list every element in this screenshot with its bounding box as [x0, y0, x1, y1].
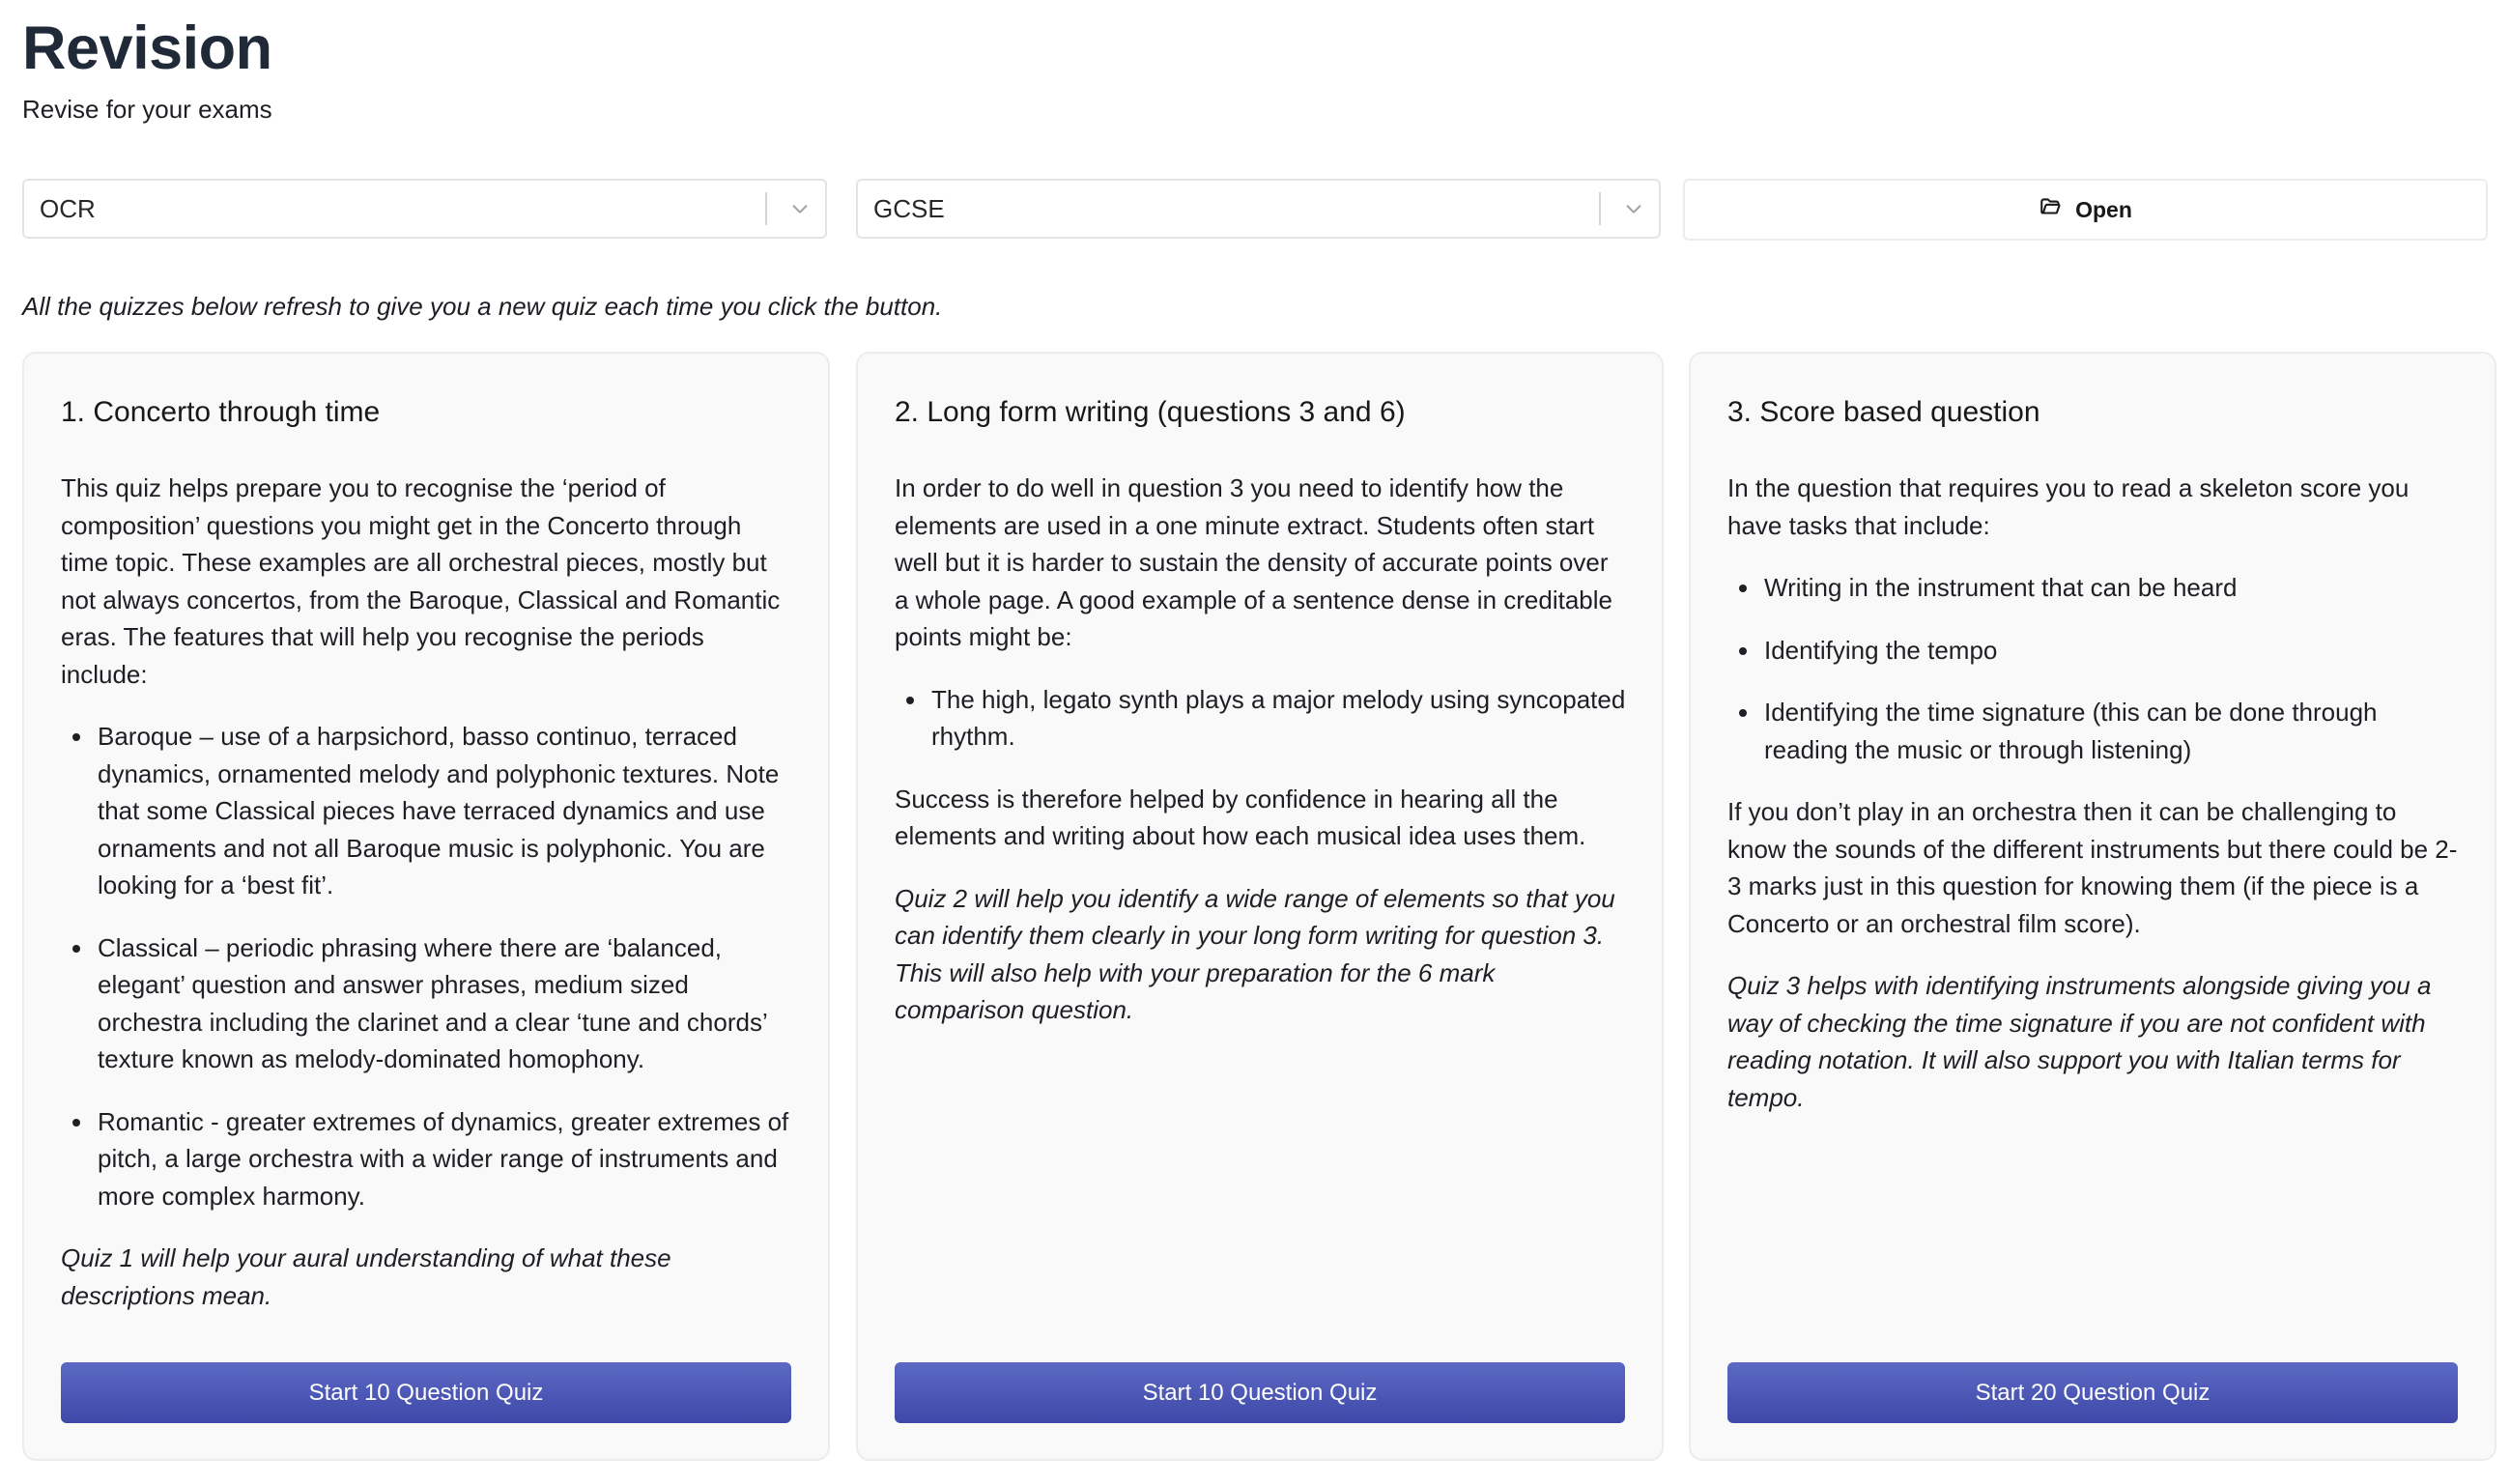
list-item: Romantic - greater extremes of dynamics, greater extremes of pitch, a large orchestra with a wider range of instruments and more complex harmony.: [98, 1103, 795, 1215]
card-title: 3. Score based question: [1727, 396, 2040, 428]
card-note: Quiz 2 will help you identify a wide range of elements so that you can identify them clearly in your long form writing for question 3. This will also help with your preparation for the 6 mark comparison question.: [895, 883, 1615, 1024]
card-bullet-list: [1764, 569, 2462, 768]
card-outro: Success is therefore helped by confidence in hearing all the elements and writing about how each musical idea uses them.: [895, 784, 1586, 850]
chevron-down-icon[interactable]: [1614, 189, 1653, 228]
folder-open-icon: [2039, 194, 2064, 225]
quiz-card: [1689, 352, 2496, 1461]
level-value: GCSE: [873, 193, 945, 223]
list-item: The high, legato synth plays a major melody using syncopated rhythm.: [931, 681, 1629, 756]
card-intro: In the question that requires you to read a skeleton score you have tasks that include:: [1727, 473, 2410, 540]
card-body: [61, 470, 795, 1339]
open-button[interactable]: [1683, 179, 2488, 241]
card-body: [1727, 470, 2462, 1141]
intro-text: All the quizzes below refresh to give you a new quiz each time you click the button.: [22, 292, 943, 321]
exam-board-select[interactable]: [22, 179, 827, 239]
chevron-down-icon[interactable]: [781, 189, 819, 228]
card-title: 1. Concerto through time: [61, 396, 381, 428]
card-intro: In order to do well in question 3 you need to identify how the elements are used in a one minute extract. Students often start well but it is harder to sustain the density of accurate points over a whole page. A good example of a sentence dense in creditable points might be:: [895, 473, 1612, 651]
card-note: Quiz 1 will help your aural understanding of what these descriptions mean.: [61, 1243, 671, 1310]
list-item: Baroque – use of a harpsichord, basso continuo, terraced dynamics, ornamented melody and polyphonic textures. Note that some Classical pieces have terraced dynamics and use ornaments and not all Baroque music is polyphonic. You are looking for a ‘best fit’.: [98, 718, 795, 904]
list-item: Writing in the instrument that can be heard: [1764, 569, 2462, 607]
card-body: [895, 470, 1629, 1054]
list-item: Classical – periodic phrasing where there are ‘balanced, elegant’ question and answer phrases, medium sized orchestra including the clarinet and a clear ‘tune and chords’ texture known as melody-dominated homophony.: [98, 929, 795, 1078]
card-outro: If you don’t play in an orchestra then it can be challenging to know the sounds of the different instruments but there could be 2-3 marks just in this question for knowing them (if the piece is a Concerto or an orchestral film score).: [1727, 797, 2458, 938]
card-bullet-list: [98, 718, 795, 1214]
select-divider: [1599, 192, 1601, 225]
card-intro: This quiz helps prepare you to recognise the ‘period of composition’ questions you might get in the Concerto through time topic. These examples are all orchestral pieces, mostly but not always concertos, from the Baroque, Classical and Romantic eras. The features that will help you recognise the periods include:: [61, 473, 781, 689]
card-bullet-list: [931, 681, 1629, 756]
card-note: Quiz 3 helps with identifying instruments alongside giving you a way of checking the time signature if you are not confident with reading notation. It will also support you with Italian terms for tempo.: [1727, 971, 2432, 1112]
quiz-card: [856, 352, 1664, 1461]
open-button-label: Open: [2075, 196, 2132, 222]
list-item: Identifying the tempo: [1764, 632, 2462, 670]
page-title: Revision: [22, 14, 272, 82]
quiz-card: [22, 352, 830, 1461]
card-title: 2. Long form writing (questions 3 and 6): [895, 396, 1406, 428]
select-divider: [765, 192, 767, 225]
start-quiz-button[interactable]: Start 20 Question Quiz: [1727, 1362, 2458, 1423]
page-subtitle: Revise for your exams: [22, 95, 272, 124]
filter-controls: [22, 179, 2488, 240]
list-item: Identifying the time signature (this can be done through reading the music or through listening): [1764, 694, 2462, 768]
start-quiz-button[interactable]: Start 10 Question Quiz: [61, 1362, 791, 1423]
level-select[interactable]: [856, 179, 1661, 239]
start-quiz-button[interactable]: Start 10 Question Quiz: [895, 1362, 1625, 1423]
exam-board-value: OCR: [40, 193, 96, 223]
